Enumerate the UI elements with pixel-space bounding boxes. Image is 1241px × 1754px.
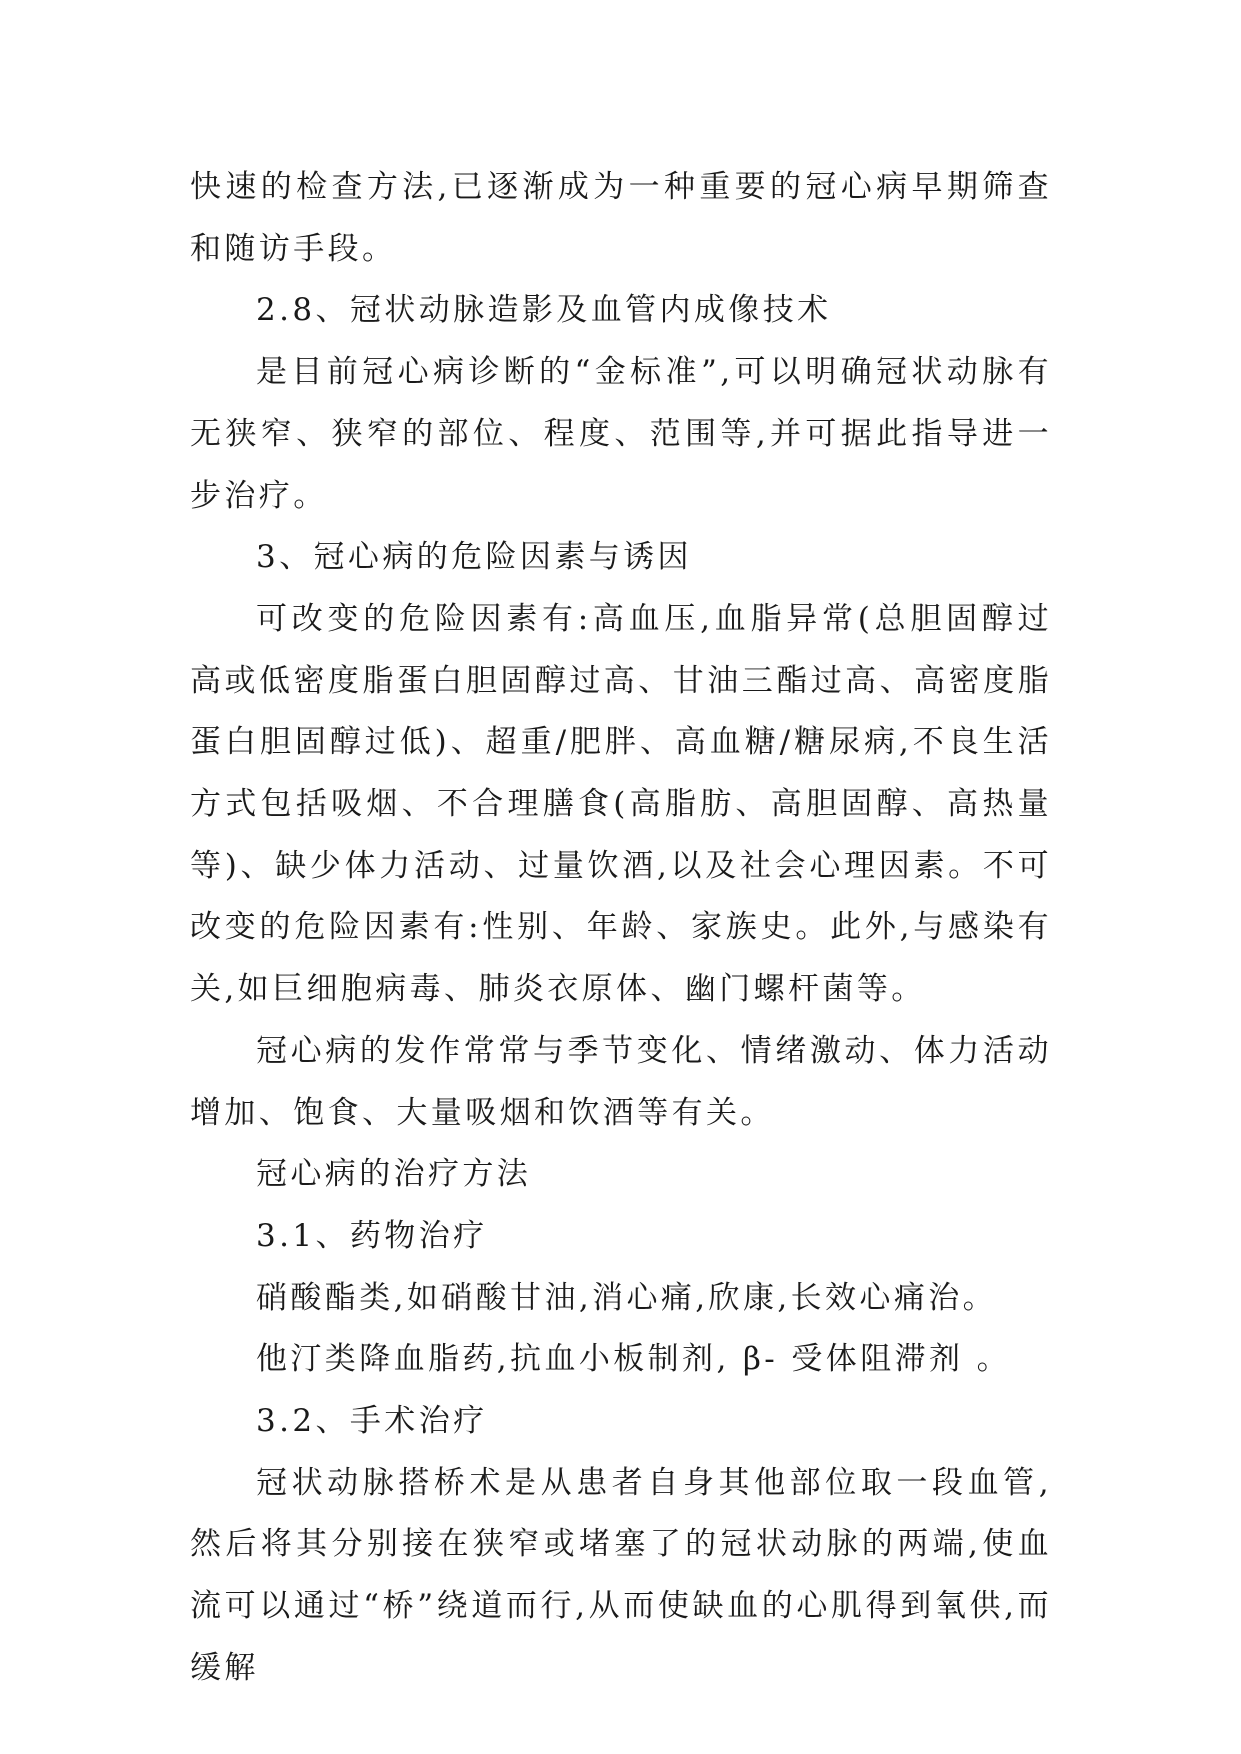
section-heading: 冠心病的治疗方法 [256,1156,532,1193]
body-paragraph: 冠状动脉搭桥术是从患者自身其他部位取一段血管,然后将其分别接在狭窄或堵塞了的冠状动脉的两端,使血流可以通过“桥”绕道而行,从而使缺血的心肌得到氧供,而缓解 [190,1464,1052,1686]
body-paragraph: 硝酸酯类,如硝酸甘油,消心痛,欣康,长效心痛治。 [256,1279,998,1316]
section-heading: 3、冠心病的危险因素与诱因 [256,539,692,576]
body-paragraph: 快速的检查方法,已逐渐成为一种重要的冠心病早期筛查和随访手段。 [190,169,1052,267]
document-body [190,157,1052,1700]
body-paragraph: 可改变的危险因素有:高血压,血脂异常(总胆固醇过高或低密度脂蛋白胆固醇过高、甘油三酯过高、高密度脂蛋白胆固醇过低)、超重/肥胖、高血糖/糖尿病,不良生活方式包括吸烟、不合理膳食(高脂肪、高胆固醇、高热量等)、缺少体力活动、过量饮酒,以及社会心理因素。不可改变的危险因素有:性别、年龄、家族史。此外,与感染有关,如巨细胞病毒、肺炎衣原体、幽门螺杆菌等。 [190,600,1052,1008]
body-paragraph: 是目前冠心病诊断的“金标准”,可以明确冠状动脉有无狭窄、狭窄的部位、程度、范围等,并可据此指导进一步治疗。 [190,354,1052,514]
body-paragraph: 冠心病的发作常常与季节变化、情绪激动、体力活动增加、饱食、大量吸烟和饮酒等有关。 [190,1032,1052,1131]
section-heading: 2.8、冠状动脉造影及血管内成像技术 [256,292,832,329]
body-paragraph: 他汀类降血脂药,抗血小板制剂, β- 受体阻滞剂 。 [256,1341,1012,1378]
section-heading: 3.1、药物治疗 [256,1217,488,1254]
section-heading: 3.2、手术治疗 [256,1403,488,1440]
